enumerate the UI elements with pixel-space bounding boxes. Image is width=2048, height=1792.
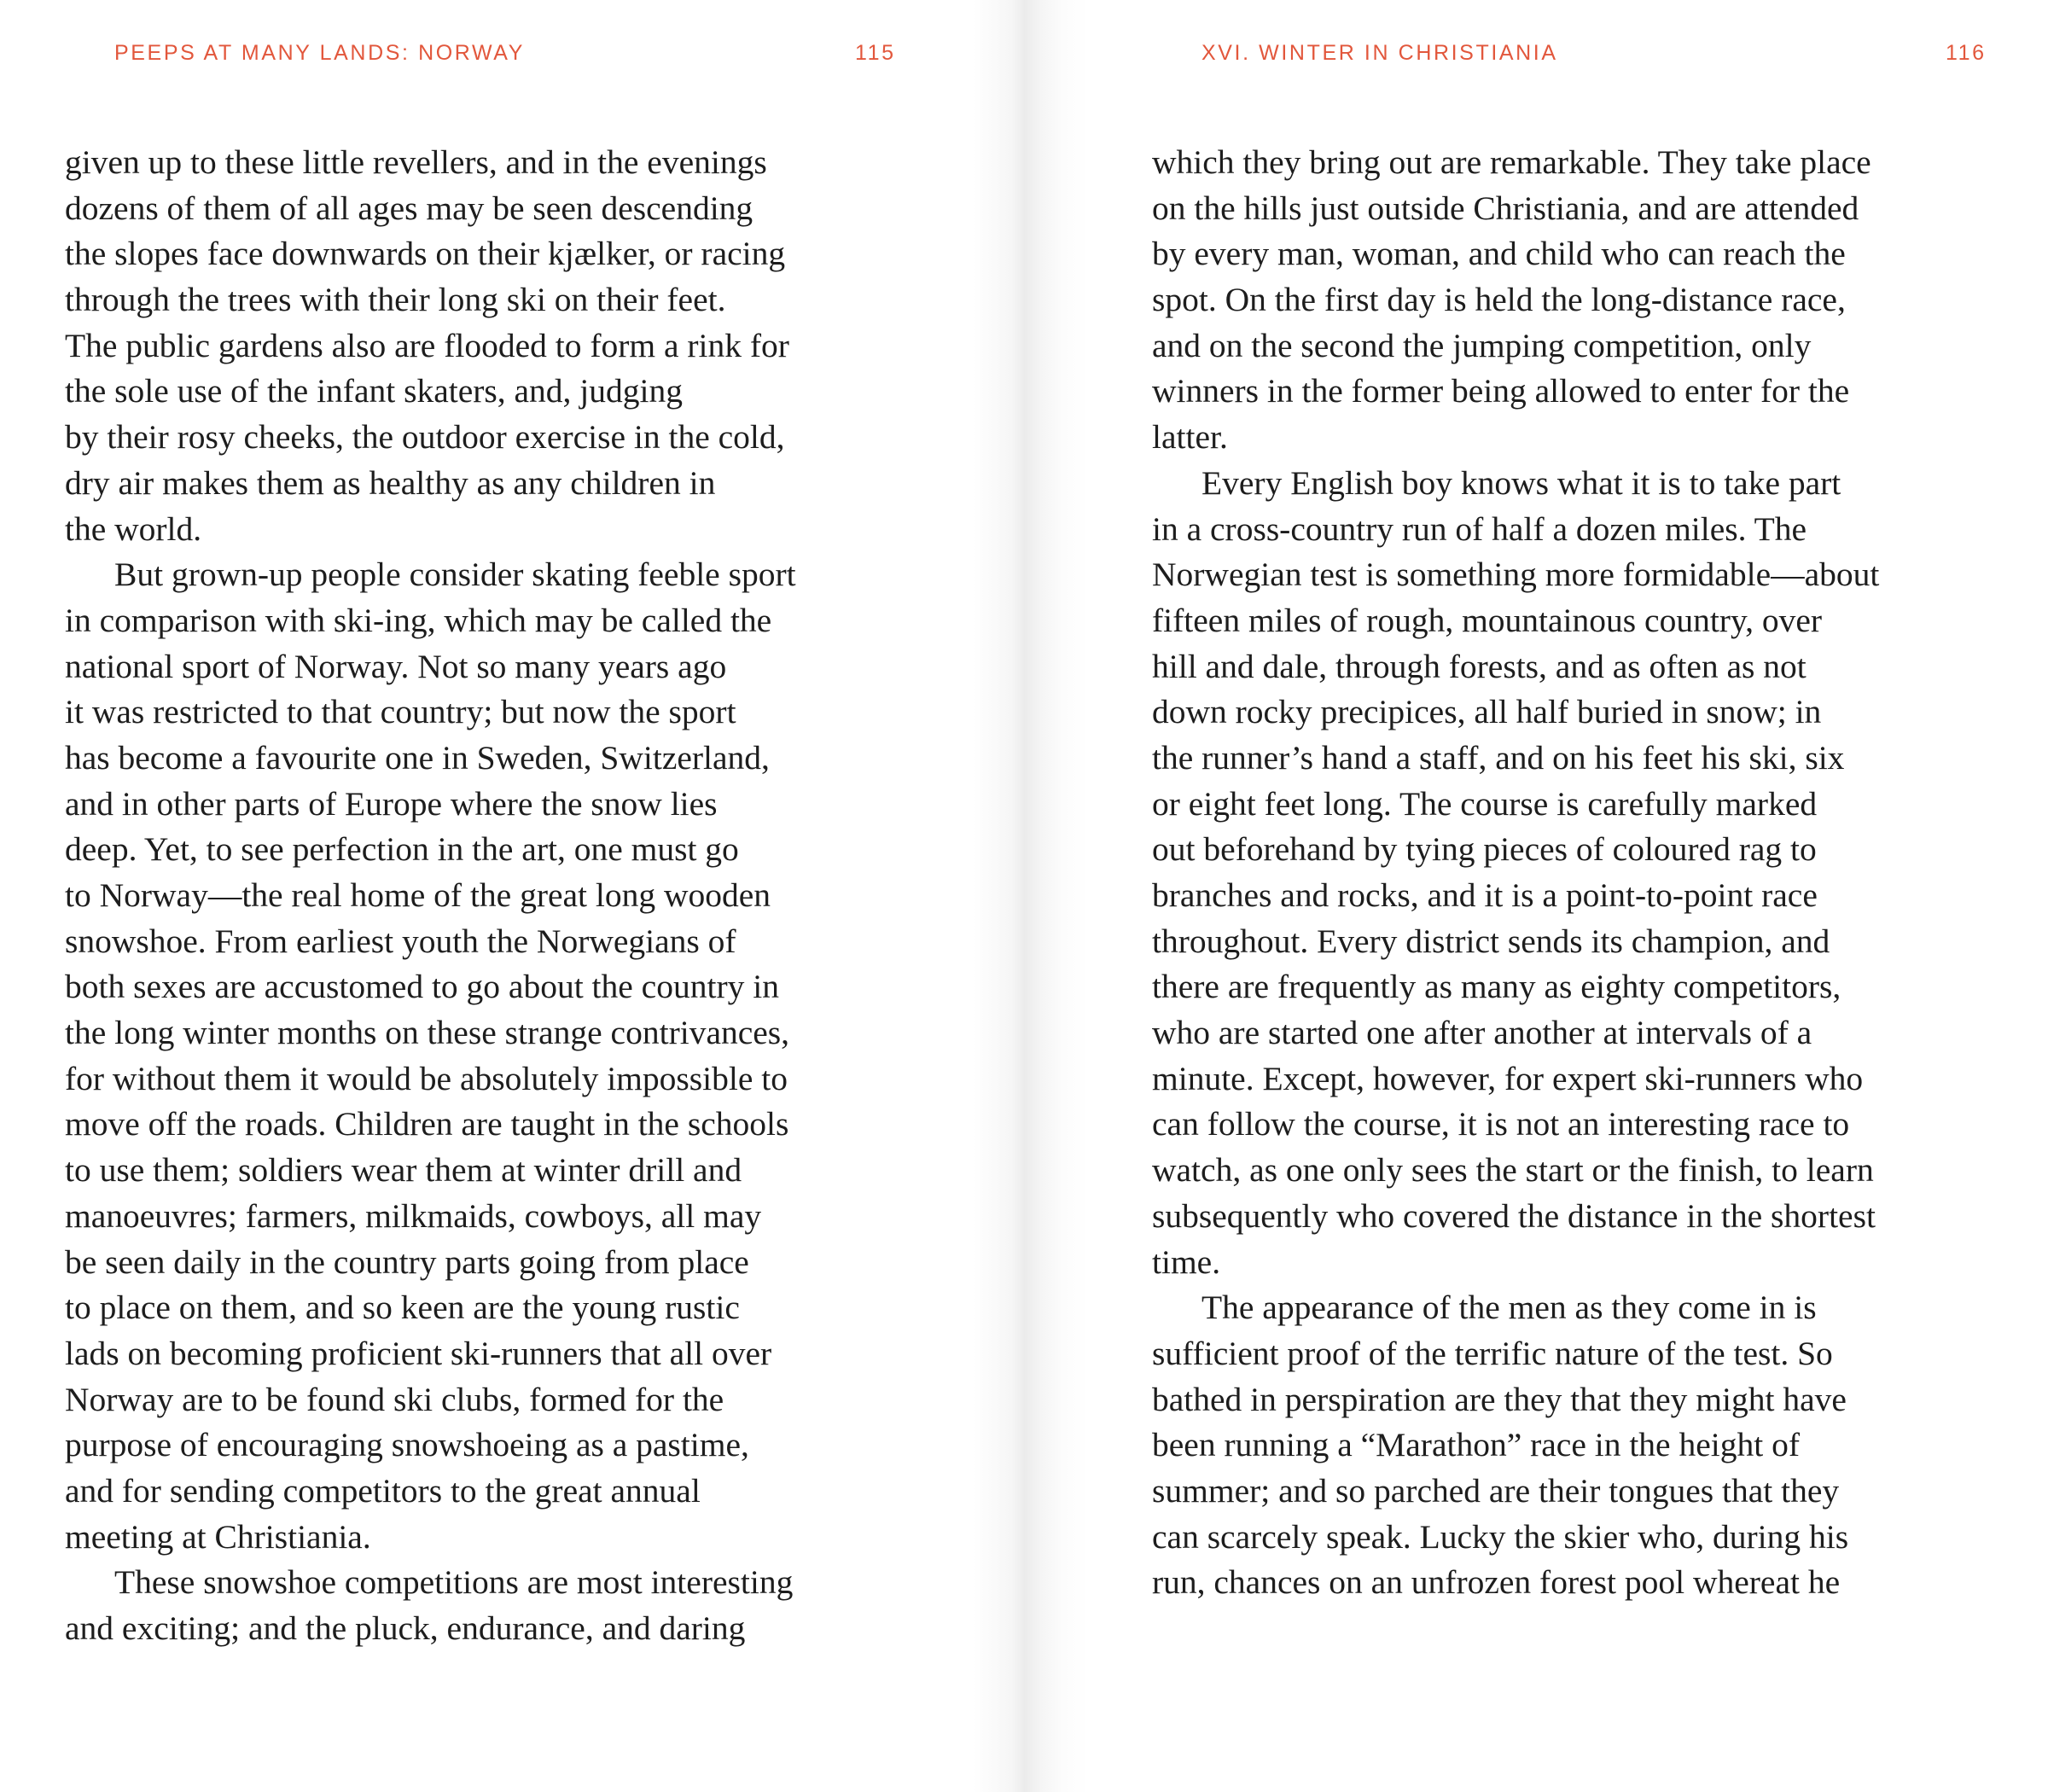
text-line: and on the second the jumping competition, only bbox=[1152, 326, 1812, 364]
text-line: dozens of them of all ages may be seen descending bbox=[65, 189, 753, 227]
right-page[interactable] bbox=[1024, 0, 2048, 1792]
text-line: to place on them, and so keen are the young rustic bbox=[65, 1289, 740, 1327]
running-head-title: PEEPS AT MANY LANDS: NORWAY bbox=[114, 41, 525, 65]
text-line: to use them; soldiers wear them at winter drill and bbox=[65, 1151, 742, 1190]
text-line: purpose of encouraging snowshoeing as a pastime, bbox=[65, 1426, 749, 1464]
text-line: and exciting; and the pluck, endurance, and daring bbox=[65, 1609, 746, 1647]
text-line: bathed in perspiration are they that they might have bbox=[1152, 1380, 1847, 1418]
text-line: minute. Except, however, for expert ski-runners who bbox=[1152, 1059, 1864, 1097]
text-line: deep. Yet, to see perfection in the art, one must go bbox=[65, 830, 739, 869]
text-line: it was restricted to that country; but now the sport bbox=[65, 693, 736, 731]
text-line: sufficient proof of the terrific nature of the test. So bbox=[1152, 1334, 1833, 1372]
text-line: The public gardens also are flooded to form a rink for bbox=[65, 326, 789, 364]
text-line: or eight feet long. The course is carefully marked bbox=[1152, 784, 1818, 823]
text-line: manoeuvres; farmers, milkmaids, cowboys, all may bbox=[65, 1196, 762, 1235]
text-line: Every English boy knows what it is to take part bbox=[1201, 463, 1841, 502]
text-line: in comparison with ski-ing, which may be called the bbox=[65, 601, 772, 639]
text-line: given up to these little revellers, and in the evenings bbox=[65, 143, 767, 181]
text-line: run, chances on an unfrozen forest pool whereat he bbox=[1152, 1563, 1841, 1602]
text-line: for without them it would be absolutely impossible to bbox=[65, 1059, 788, 1097]
text-line: These snowshoe competitions are most interesting bbox=[114, 1563, 794, 1602]
text-line: the long winter months on these strange contrivances, bbox=[65, 1014, 790, 1052]
text-line: the world. bbox=[65, 509, 202, 548]
text-line: the runner’s hand a staff, and on his feet his ski, six bbox=[1152, 738, 1845, 777]
text-line: has become a favourite one in Sweden, Switzerland, bbox=[65, 738, 770, 777]
text-line: fifteen miles of rough, mountainous country, over bbox=[1152, 601, 1823, 639]
text-line: on the hills just outside Christiania, and are attended bbox=[1152, 189, 1859, 227]
text-line: time. bbox=[1152, 1242, 1221, 1281]
running-head-title: XVI. WINTER IN CHRISTIANIA bbox=[1201, 41, 1558, 65]
text-line: latter. bbox=[1152, 418, 1228, 457]
text-line: can scarcely speak. Lucky the skier who, during his bbox=[1152, 1517, 1849, 1556]
text-line: winners in the former being allowed to enter for the bbox=[1152, 372, 1850, 410]
text-line: be seen daily in the country parts going from place bbox=[65, 1242, 749, 1281]
text-line: the slopes face downwards on their kjælker, or racing bbox=[65, 235, 786, 273]
text-line: by every man, woman, and child who can reach the bbox=[1152, 235, 1846, 273]
text-line: dry air makes them as healthy as any children in bbox=[65, 463, 716, 502]
text-line: Norway are to be found ski clubs, formed for the bbox=[65, 1380, 724, 1418]
text-line: throughout. Every district sends its champion, and bbox=[1152, 922, 1830, 960]
text-line: and in other parts of Europe where the snow lies bbox=[65, 784, 718, 823]
text-line: through the trees with their long ski on their feet. bbox=[65, 281, 726, 319]
text-line: But grown-up people consider skating feeble sport bbox=[114, 556, 796, 594]
text-line: subsequently who covered the distance in the shortest bbox=[1152, 1196, 1876, 1235]
text-line: out beforehand by tying pieces of coloured rag to bbox=[1152, 830, 1817, 869]
text-line: the sole use of the infant skaters, and, judging bbox=[65, 372, 683, 410]
text-line: in a cross-country run of half a dozen miles. The bbox=[1152, 509, 1807, 548]
text-line: spot. On the first day is held the long-distance race, bbox=[1152, 281, 1846, 319]
text-line: down rocky precipices, all half buried in snow; in bbox=[1152, 693, 1822, 731]
text-line: meeting at Christiania. bbox=[65, 1517, 371, 1556]
text-line: by their rosy cheeks, the outdoor exercise in the cold, bbox=[65, 418, 785, 457]
text-line: lads on becoming proficient ski-runners that all over bbox=[65, 1334, 772, 1372]
text-line: national sport of Norway. Not so many years ago bbox=[65, 647, 727, 685]
body-text bbox=[65, 140, 796, 1652]
text-line: The appearance of the men as they come in is bbox=[1201, 1289, 1817, 1327]
page-number: 116 bbox=[1946, 41, 1987, 65]
text-line: summer; and so parched are their tongues that they bbox=[1152, 1471, 1840, 1510]
text-line: watch, as one only sees the start or the finish, to learn bbox=[1152, 1151, 1874, 1190]
text-line: hill and dale, through forests, and as often as not bbox=[1152, 647, 1807, 685]
text-line: snowshoe. From earliest youth the Norwegians of bbox=[65, 922, 736, 960]
text-line: both sexes are accustomed to go about the country in bbox=[65, 968, 779, 1006]
text-line: Norwegian test is something more formidable—about bbox=[1152, 556, 1880, 594]
text-line: who are started one after another at intervals of a bbox=[1152, 1014, 1812, 1052]
text-line: branches and rocks, and it is a point-to-point race bbox=[1152, 876, 1818, 914]
text-line: can follow the course, it is not an interesting race to bbox=[1152, 1105, 1850, 1143]
page-number: 115 bbox=[855, 41, 896, 65]
body-text bbox=[1152, 140, 1879, 1606]
text-line: been running a “Marathon” race in the height of bbox=[1152, 1426, 1800, 1464]
text-line: there are frequently as many as eighty competitors, bbox=[1152, 968, 1841, 1006]
text-line: and for sending competitors to the great annual bbox=[65, 1471, 701, 1510]
text-line: which they bring out are remarkable. They take place bbox=[1152, 143, 1871, 181]
text-line: move off the roads. Children are taught in the schools bbox=[65, 1105, 789, 1143]
text-line: to Norway—the real home of the great long wooden bbox=[65, 876, 771, 914]
